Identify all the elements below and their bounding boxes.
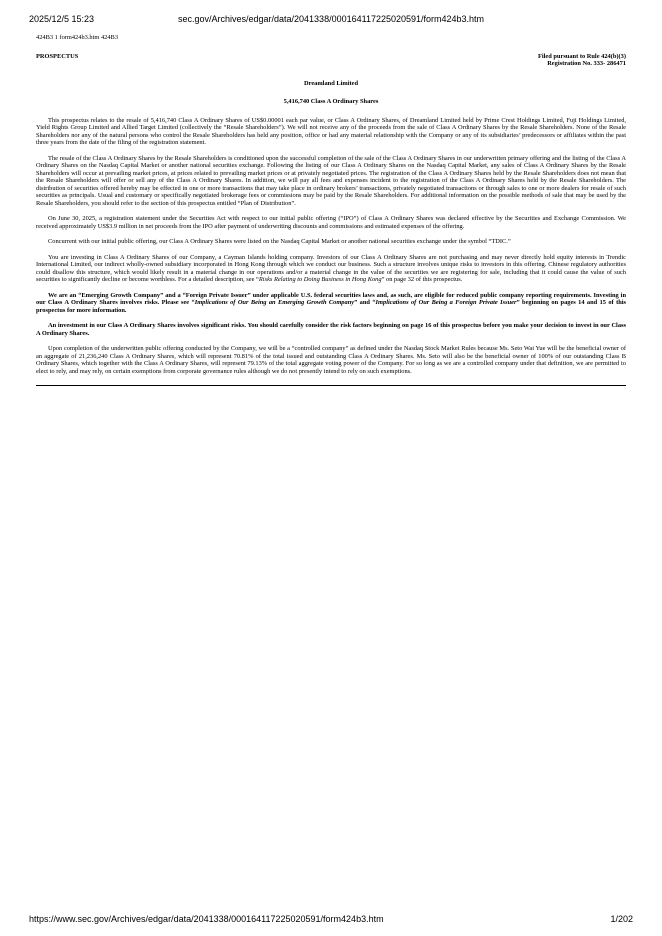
page-divider	[36, 385, 626, 386]
page-number: 1/202	[610, 914, 633, 924]
paragraph-listing: Concurrent with our initial public offering, our Class A Ordinary Shares were listed on the Nasdaq Capital Market or another national securities exchange under the symbol “TDIC.”	[48, 238, 511, 245]
paragraph-risk-warning: An investment in our Class A Ordinary Shares involves significant risks. You should carefully consider the risk factors beginning on page 16 of this prospectus before you make your decision to invest in our Class A Ordinary Shares.	[36, 322, 626, 337]
holding-structure-end: ” on page 32 of this prospectus.	[381, 276, 463, 283]
document-filename: 424B3 1 form424b3.htm 424B3	[36, 34, 119, 41]
filed-pursuant-line: Filed pursuant to Rule 424(b)(3)	[537, 52, 626, 60]
prospectus-heading: PROSPECTUS	[36, 52, 79, 60]
risk-section-reference: Risks Relating to Doing Business in Hong Kong	[258, 276, 382, 283]
emerging-growth-text-c: ” beginning on pages 14 and 15 of this prospectus for more information.	[36, 299, 627, 314]
emerging-growth-text-b: ” and “	[354, 299, 376, 306]
paragraph-controlled-company: Upon completion of the underwritten public offering conducted by the Company, we will be a “controlled company” as defined under the Nasdaq Stock Market Rules because Ms. Seto Wai Yue will be the beneficial owner of an aggregate of 21,236,240 Class A Ordinary Shares, which will represent 70.81% of the total issued and outstanding Class A Ordinary Shares. Ms. Seto will also be the beneficial owner of 100% of our outstanding Class B Ordinary Shares, which together with the Class A Ordinary Shares, will represent 79.13% of the total aggregate voting power of the Company. For so long as we are a controlled company under that definition, we are permitted to elect to rely, and may rely, on certain exemptions from corporate governance rules although we do not presently intend to rely on such exemptions.	[36, 345, 626, 375]
print-footer-url: https://www.sec.gov/Archives/edgar/data/2041338/000164117225020591/form424b3.htm	[29, 914, 384, 924]
print-datetime: 2025/12/5 15:23	[29, 14, 95, 24]
paragraph-holding-structure	[36, 254, 626, 284]
paragraph-emerging-growth	[36, 292, 626, 315]
registration-number: Registration No. 333- 286471	[547, 60, 626, 67]
emerging-growth-text-a: We are an “Emerging Growth Company” and a “Foreign Private Issuer” under applicable U.S. federal securities laws and, as such, are eligible for reduced public company reporting requirements. Investing in our Class A Ordinary Shares involves risks. Please see “	[36, 291, 626, 306]
filing-info	[538, 53, 626, 68]
holding-structure-text: You are investing in Class A Ordinary Shares of our Company, a Cayman Islands holding company. Investors of our Class A Ordinary Shares are not purchasing and may never directly hold equity interests in Trendic International Limited, our indirect wholly-owned subsidiary incorporated in Hong Kong through which we conduct our business. Such a structure involves unique risks to investors in this offering. Chinese regulatory authorities could disallow this structure, which would likely result in a material change in our operations and/or a material change in the value of the securities we are registering for sale, including that it could cause the value of such securities to significantly decline or become worthless. For a detailed description, see “	[36, 253, 626, 283]
foreign-private-issuer-reference: Implications of Our Being a Foreign Private Issuer	[375, 299, 517, 306]
print-header-url: sec.gov/Archives/edgar/data/2041338/000164117225020591/form424b3.htm	[177, 14, 485, 24]
print-header	[29, 14, 633, 24]
paragraph-resale-conditions: The resale of the Class A Ordinary Shares by the Resale Shareholders is conditioned upon the successful completion of the sale of the Class A Ordinary Shares in our underwritten primary offering and the listing of the Class A Ordinary Shares on the Nasdaq Capital Market or another national securities exchange. Following the listing of our Class A Ordinary Shares on the Nasdaq Capital Market, any sales of Class A Ordinary Shares by the Resale Shareholders will occur at prevailing market prices, at prices related to prevailing market prices or at privately negotiated prices. The registration of the Class A Ordinary Shares held by the Resale Shareholders does not mean that the Resale Shareholders will offer or sell any of the Class A Ordinary Shares. In addition, we will pay all fees and expenses incident to the registration of the Class A Ordinary Shares held by the Resale Shareholders. The distribution of securities offered hereby may be effected in one or more transactions that may take place in ordinary brokers’ transactions, privately negotiated transactions or through sales to one or more dealers for resale of such securities as principals. Usual and customary or specifically negotiated brokerage fees or commissions may be paid by the Resale Shareholders. For additional information on the possible methods of sale that may be used by the Resale Shareholders, you should refer to the section of this prospectus entitled “Plan of Distribution”.	[36, 154, 626, 207]
paragraph-ipo-registration: On June 30, 2025, a registration statement under the Securities Act with respect to our initial public offering (“IPO”) of Class A Ordinary Shares was declared effective by the Securities and Exchange Commission. We received approximately US$3.9 million in net proceeds from the IPO after payment of underwriting discounts and commissions and estimated expenses of the offering.	[36, 215, 626, 230]
heading-row	[36, 53, 626, 68]
print-footer	[29, 914, 633, 924]
company-name: Dreamland Limited	[303, 79, 359, 87]
paragraph-resale-intro: This prospectus relates to the resale of 5,416,740 Class A Ordinary Shares of US$0.00001 each par value, or Class A Ordinary Shares, of Dreamland Limited held by Prime Crest Holdings Limited, Fuji Holdings Limited, Yield Rights Group Limited and Allied Target Limited (collectively the “Resale Shareholders”). We will not receive any of the proceeds from the sale of Class A Ordinary Shares by the Resale Shareholders. None of the Resale Shareholders nor any of the natural persons who control the Resale Shareholders has held any position, office or had any material relationship with the Company or any of its subsidiaries’ predecessors or affiliates within the past three years from the date of the filing of the registration statement.	[36, 116, 626, 146]
emerging-growth-reference: Implications of Our Being an Emerging Growth Company	[194, 299, 355, 306]
document-body	[36, 34, 626, 386]
offering-title: 5,416,740 Class A Ordinary Shares	[283, 98, 379, 105]
